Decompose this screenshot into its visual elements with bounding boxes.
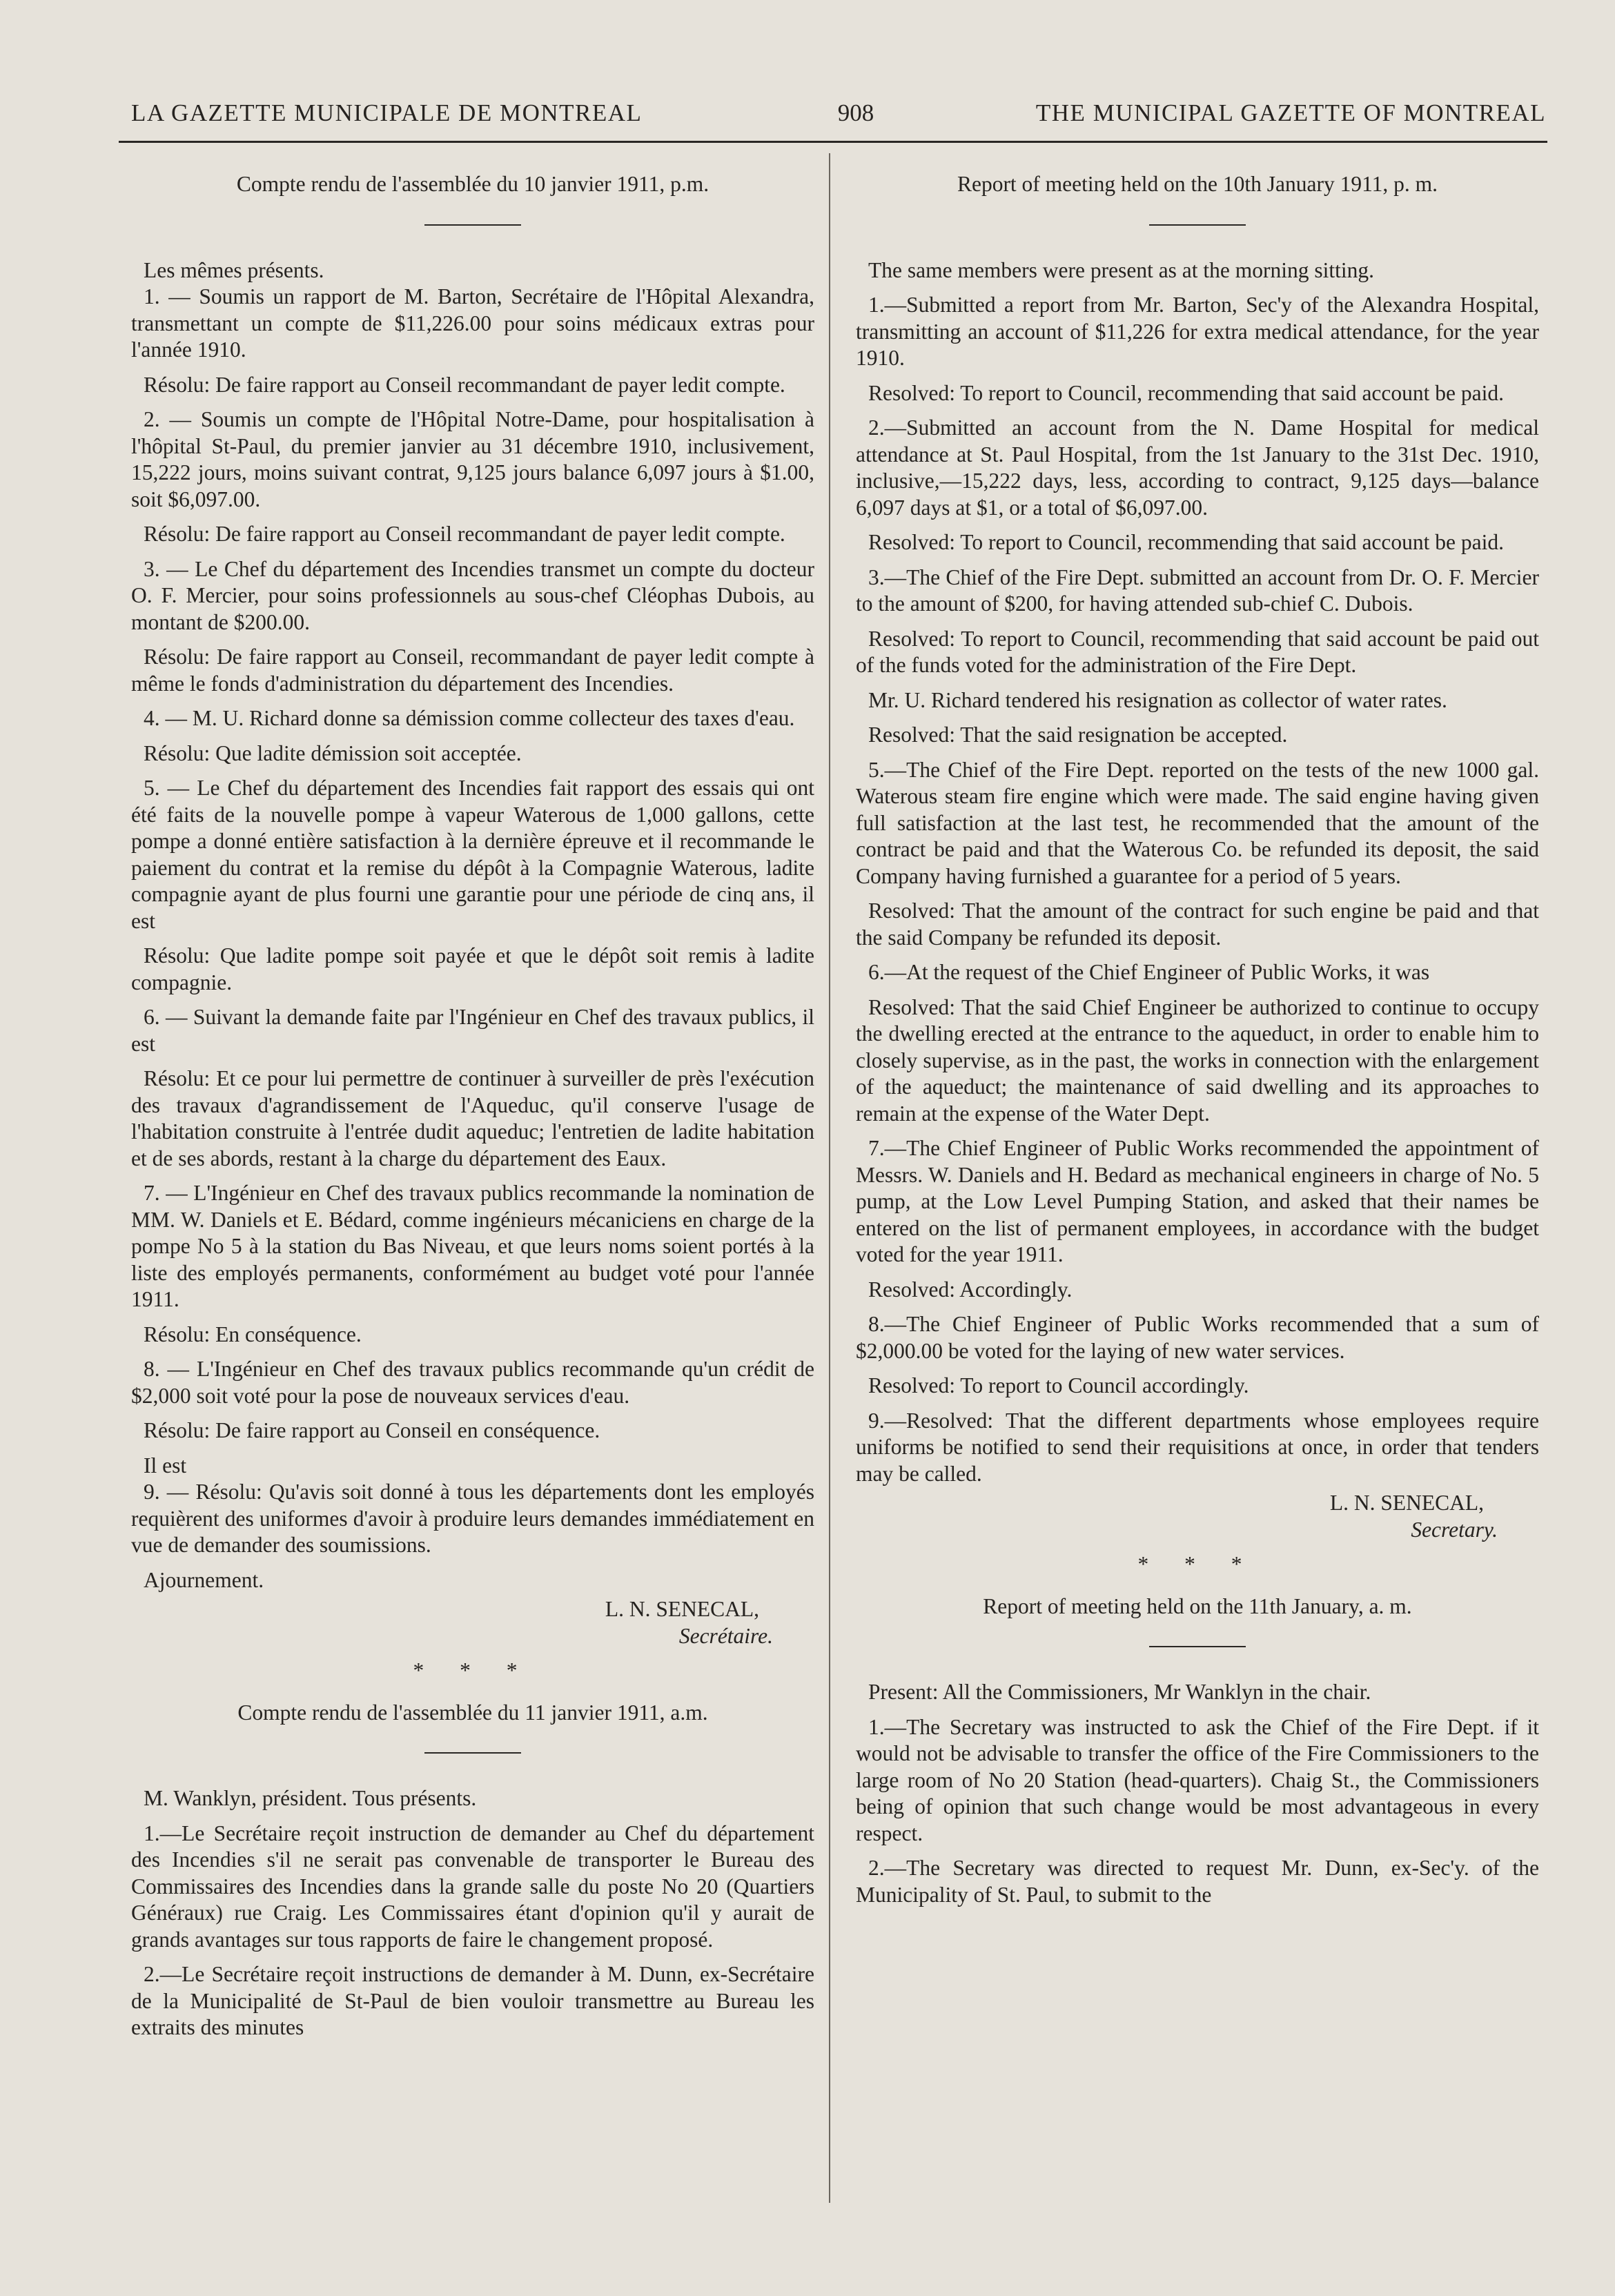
- meeting-title: Report of meeting held on the 11th January, a. m.: [983, 1593, 1412, 1618]
- header-rule: [119, 141, 1547, 143]
- paragraph: Resolved: Accordingly.: [868, 1277, 1073, 1302]
- paragraph: 9.—Resolved: That the different departments whose employees require uniforms be notified to send their requisitions at once, in order that tenders may be called.: [856, 1408, 1539, 1486]
- paragraph: 7.—The Chief Engineer of Public Works recommended the appointment of Messrs. W. Daniels and H. Bedard as mechanical engineers in charge of No. 5 pump, at the Low Level Pumping Station, and asked that their names be entered on the list of permanent employees, in accordance with the budget voted for the year 1911.: [856, 1136, 1539, 1266]
- paragraph: Resolved: That the said resignation be accepted.: [868, 723, 1288, 747]
- paragraph: 9. — Résolu: Qu'avis soit donné à tous les départements dont les employés requièrent des uniformes d'avoir à produire leurs demandes immédiatement en vue de demander des soumissions.: [131, 1480, 814, 1557]
- paragraph: 8.—The Chief Engineer of Public Works recommended that a sum of $2,000.00 be voted for the laying of new water services.: [856, 1312, 1539, 1363]
- meeting-title: Report of meeting held on the 10th January 1911, p. m.: [957, 172, 1438, 196]
- header-title-english: THE MUNICIPAL GAZETTE OF MONTREAL: [1035, 99, 1546, 126]
- paragraph: Les mêmes présents.: [144, 257, 324, 282]
- paragraph: 5.—The Chief of the Fire Dept. reported on the tests of the new 1000 gal. Waterous steam fire engine which were made. The said engine having given full satisfaction at the last test, he recommended that the amount of the contract be paid and that the Waterous Co. be refunded its deposit, the said Company having furnished a guarantee for a period of 5 years.: [856, 757, 1539, 888]
- column-divider: [829, 153, 830, 2203]
- paragraph: 1.—Le Secrétaire reçoit instruction de demander au Chef du département des Incendies s'il ne serait pas convenable de transporter le Bureau des Commissaires des Incendies dans la grande salle du poste No 20 (Quartiers Généraux) rue Craig. Les Commissaires étant d'opinion qu'il y aurait de grands avantages sur tous rapports de faire le changement proposé.: [131, 1821, 814, 1952]
- signature: L. N. SENECAL,: [605, 1597, 759, 1621]
- paragraph: 2.—Submitted an account from the N. Dame Hospital for medical attendance at St. Paul Hospital, from the 1st January to the 31st Dec. 1910, inclusive,—15,222 days, less, according to contract, 9,125 days—balance 6,097 days at $1, or a total of $6,097.00.: [856, 415, 1539, 520]
- paragraph: 1.—Submitted a report from Mr. Barton, Sec'y of the Alexandra Hospital, transmitting an account of $11,226 for extra medical attendance, for the year 1910.: [856, 293, 1539, 370]
- paragraph: Résolu: De faire rapport au Conseil recommandant de payer ledit compte.: [144, 372, 785, 397]
- paragraph: Resolved: That the amount of the contract for such engine be paid and that the said Company be refunded its deposit.: [856, 899, 1539, 950]
- paragraph: Résolu: Et ce pour lui permettre de continuer à surveiller de près l'exécution des travaux d'agrandissement de l'Aqueduc, qu'il conserve l'usage de l'habitation construite à l'entrée dudit aqueduc; l'entretien de ladite habitation et de ses abords, restant à la charge du département des Eaux.: [131, 1066, 814, 1170]
- section-stars: * * *: [413, 1658, 533, 1682]
- paragraph: Resolved: To report to Council, recommending that said account be paid.: [868, 530, 1504, 554]
- paragraph: The same members were present as at the morning sitting.: [868, 257, 1375, 282]
- paragraph: Present: All the Commissioners, Mr Wanklyn in the chair.: [868, 1680, 1371, 1704]
- paragraph: 2.—Le Secrétaire reçoit instructions de demander à M. Dunn, ex-Secrétaire de la Municipalité de St-Paul de bien vouloir transmettre au Bureau les extraits des minutes: [131, 1962, 814, 2039]
- english-column: [856, 166, 1539, 1908]
- paragraph: 8. — L'Ingénieur en Chef des travaux publics recommande qu'un crédit de $2,000 soit voté pour la pose de nouveaux services d'eau.: [131, 1357, 814, 1408]
- meeting-title: Compte rendu de l'assemblée du 11 janvier 1911, a.m.: [237, 1700, 708, 1725]
- paragraph: 1. — Soumis un rapport de M. Barton, Secrétaire de l'Hôpital Alexandra, transmettant un compte de $11,226.00 pour soins médicaux extras pour l'année 1910.: [131, 284, 814, 362]
- paragraph: Résolu: En conséquence.: [144, 1322, 362, 1346]
- paragraph: Resolved: To report to Council, recommending that said account be paid.: [868, 380, 1504, 405]
- paragraph: Il est: [144, 1453, 187, 1478]
- paragraph: Résolu: Que ladite démission soit acceptée.: [144, 740, 522, 765]
- section-rule: [424, 224, 521, 226]
- paragraph: 1.—The Secretary was instructed to ask the Chief of the Fire Dept. if it would not be advisable to transfer the office of the Fire Commissioners to the large room of No 20 Station (head-quarters). Chaig St., the Commissioners being of opinion that such change would be most advantageous in every respect.: [856, 1714, 1539, 1845]
- paragraph: 7. — L'Ingénieur en Chef des travaux publics recommande la nomination de MM. W. Daniels et E. Bédard, comme ingénieurs mécaniciens en charge de la pompe No 5 à la station du Bas Niveau, et que leurs noms soient portés à la liste des employés permanents, conformément au budget voté pour l'année 1911.: [131, 1181, 814, 1311]
- paragraph: Resolved: That the said Chief Engineer be authorized to continue to occupy the dwelling erected at the entrance to the aqueduct, in order to enable him to closely supervise, as in the past, the works in connection with the enlargement of the aqueduct; the maintenance of said dwelling and its approaches to remain at the expense of the Water Dept.: [856, 994, 1539, 1126]
- meeting-title: Compte rendu de l'assemblée du 10 janvier 1911, p.m.: [236, 172, 709, 196]
- paragraph: Resolved: To report to Council accordingly.: [868, 1373, 1249, 1397]
- paragraph: 3. — Le Chef du département des Incendies transmet un compte du docteur O. F. Mercier, pour soins professionnels au sous-chef Cléophas Dubois, au montant de $200.00.: [131, 556, 814, 634]
- signature: L. N. SENECAL,: [1329, 1491, 1484, 1515]
- signature-title: Secretary.: [1411, 1517, 1498, 1542]
- paragraph: 6. — Suivant la demande faite par l'Ingénieur en Chef des travaux publics, il est: [131, 1005, 814, 1056]
- paragraph: 5. — Le Chef du département des Incendies fait rapport des essais qui ont été faits de la nouvelle pompe à vapeur Waterous de 1,000 gallons, cette pompe a donné entière satisfaction à la dernière épreuve et il recommande le paiement du contrat et la remise du dépôt à la Compagnie Waterous, ladite compagnie ayant de plus fourni une garantie pour une période de cinq ans, il est: [131, 776, 814, 933]
- french-column: [131, 166, 814, 2041]
- paragraph: Mr. U. Richard tendered his resignation as collector of water rates.: [868, 687, 1447, 712]
- paragraph: Résolu: De faire rapport au Conseil en conséquence.: [144, 1418, 600, 1442]
- signature-title: Secrétaire.: [678, 1623, 773, 1648]
- header-title-french: LA GAZETTE MUNICIPALE DE MONTREAL: [131, 99, 643, 126]
- paragraph: 2.—The Secretary was directed to request Mr. Dunn, ex-Sec'y. of the Municipality of St. Paul, to submit to the: [856, 1856, 1539, 1907]
- paragraph: Resolved: To report to Council, recommending that said account be paid out of the funds voted for the administration of the Fire Dept.: [856, 626, 1539, 677]
- paragraph: 4. — M. U. Richard donne sa démission comme collecteur des taxes d'eau.: [144, 706, 795, 730]
- page-number: 908: [837, 99, 874, 126]
- paragraph: 6.—At the request of the Chief Engineer of Public Works, it was: [868, 960, 1430, 984]
- section-rule: [424, 1752, 521, 1754]
- section-rule: [1149, 224, 1246, 226]
- section-rule: [1149, 1646, 1246, 1647]
- paragraph: 2. — Soumis un compte de l'Hôpital Notre-Dame, pour hospitalisation à l'hôpital St-Paul, du premier janvier au 31 décembre 1910, inclusivement, 15,222 jours, moins suivant contrat, 9,125 jours balance 6,097 jours à $1.00, soit $6,097.00.: [131, 407, 814, 511]
- paragraph: Ajournement.: [144, 1567, 264, 1592]
- paragraph: M. Wanklyn, président. Tous présents.: [144, 1786, 477, 1810]
- paragraph: Résolu: Que ladite pompe soit payée et que le dépôt soit remis à ladite compagnie.: [131, 943, 814, 994]
- section-stars: * * *: [1137, 1552, 1257, 1576]
- paragraph: 3.—The Chief of the Fire Dept. submitted an account from Dr. O. F. Mercier to the amount of $200, for having attended sub-chief C. Dubois.: [856, 565, 1539, 616]
- paragraph: Résolu: De faire rapport au Conseil recommandant de payer ledit compte.: [144, 522, 785, 546]
- page-header: [131, 99, 1546, 130]
- paragraph: Résolu: De faire rapport au Conseil, recommandant de payer ledit compte à même le fonds d'administration du département des Incendies.: [131, 645, 814, 696]
